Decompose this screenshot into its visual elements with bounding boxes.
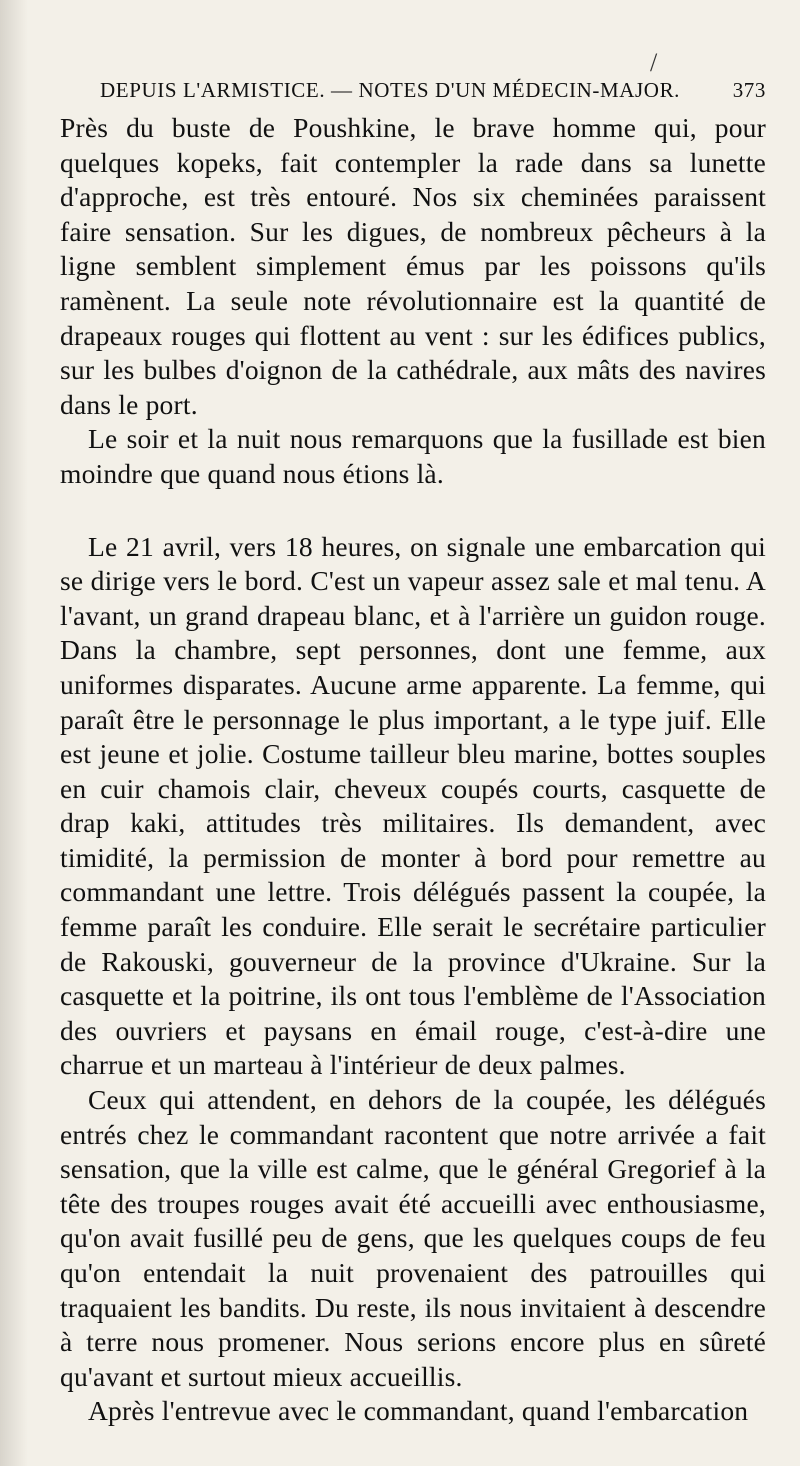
- margin-mark: /: [650, 48, 658, 77]
- paragraph: Après l'entrevue avec le commandant, quand l'embarcation: [88, 1395, 749, 1427]
- running-title: DEPUIS L'ARMISTICE. — NOTES D'UN MÉDECIN-MAJOR.: [100, 78, 681, 102]
- paragraph: Près du buste de Poushkine, le brave homme qui, pour quelques kopeks, fait contempler la rade dans sa lunette d'approche, est très entouré. Nos six cheminées paraissent faire sensation. Sur les digues, de nombreux pêcheurs à la ligne semblent simplement émus par les poissons qu'ils ramènent. La seule note révolutionnaire est la quantité de drapeaux rouges qui flottent au vent : sur les édifices publics, sur les bulbes d'oignon de la cathédrale, aux mâts des navires dans le port.: [60, 112, 766, 420]
- body-text: [60, 111, 766, 1429]
- running-header: [100, 78, 766, 103]
- scan-shadow: [0, 0, 28, 1466]
- paragraph: Ceux qui attendent, en dehors de la coupée, les délégués entrés chez le commandant racontent que notre arrivée a fait sensation, que la ville est calme, que le général Gregorief à la tête des troupes rouges avait été accueilli avec enthousiasme, qu'on avait fusillé peu de gens, que les quelques coups de feu qu'on entendait la nuit provenaient des patrouilles qui traquaient les bandits. Du reste, ils nous invitaient à descendre à terre nous promener. Nous serions encore plus en sûreté qu'avant et surtout mieux accueillis.: [60, 1084, 766, 1392]
- paragraph: Le soir et la nuit nous remarquons que la fusillade est bien moindre que quand nous étions là.: [60, 423, 766, 489]
- book-page: [60, 78, 766, 1429]
- paragraph: Le 21 avril, vers 18 heures, on signale une embarcation qui se dirige vers le bord. C'est un vapeur assez sale et mal tenu. A l'avant, un grand drapeau blanc, et à l'arrière un guidon rouge. Dans la chambre, sept personnes, dont une femme, aux uniformes disparates. Aucune arme apparente. La femme, qui paraît être le personnage le plus important, a le type juif. Elle est jeune et jolie. Costume tailleur bleu marine, bottes souples en cuir chamois clair, cheveux coupés courts, casquette de drap kaki, attitudes très militaires. Ils demandent, avec timidité, la permission de monter à bord pour remettre au commandant une lettre. Trois délégués passent la coupée, la femme paraît les conduire. Elle serait le secrétaire particulier de Rakouski, gouverneur de la province d'Ukraine. Sur la casquette et la poitrine, ils ont tous l'emblème de l'Association des ouvriers et paysans en émail rouge, c'est-à-dire une charrue et un marteau à l'intérieur de deux palmes.: [60, 530, 766, 1081]
- page-number: 373: [732, 78, 766, 102]
